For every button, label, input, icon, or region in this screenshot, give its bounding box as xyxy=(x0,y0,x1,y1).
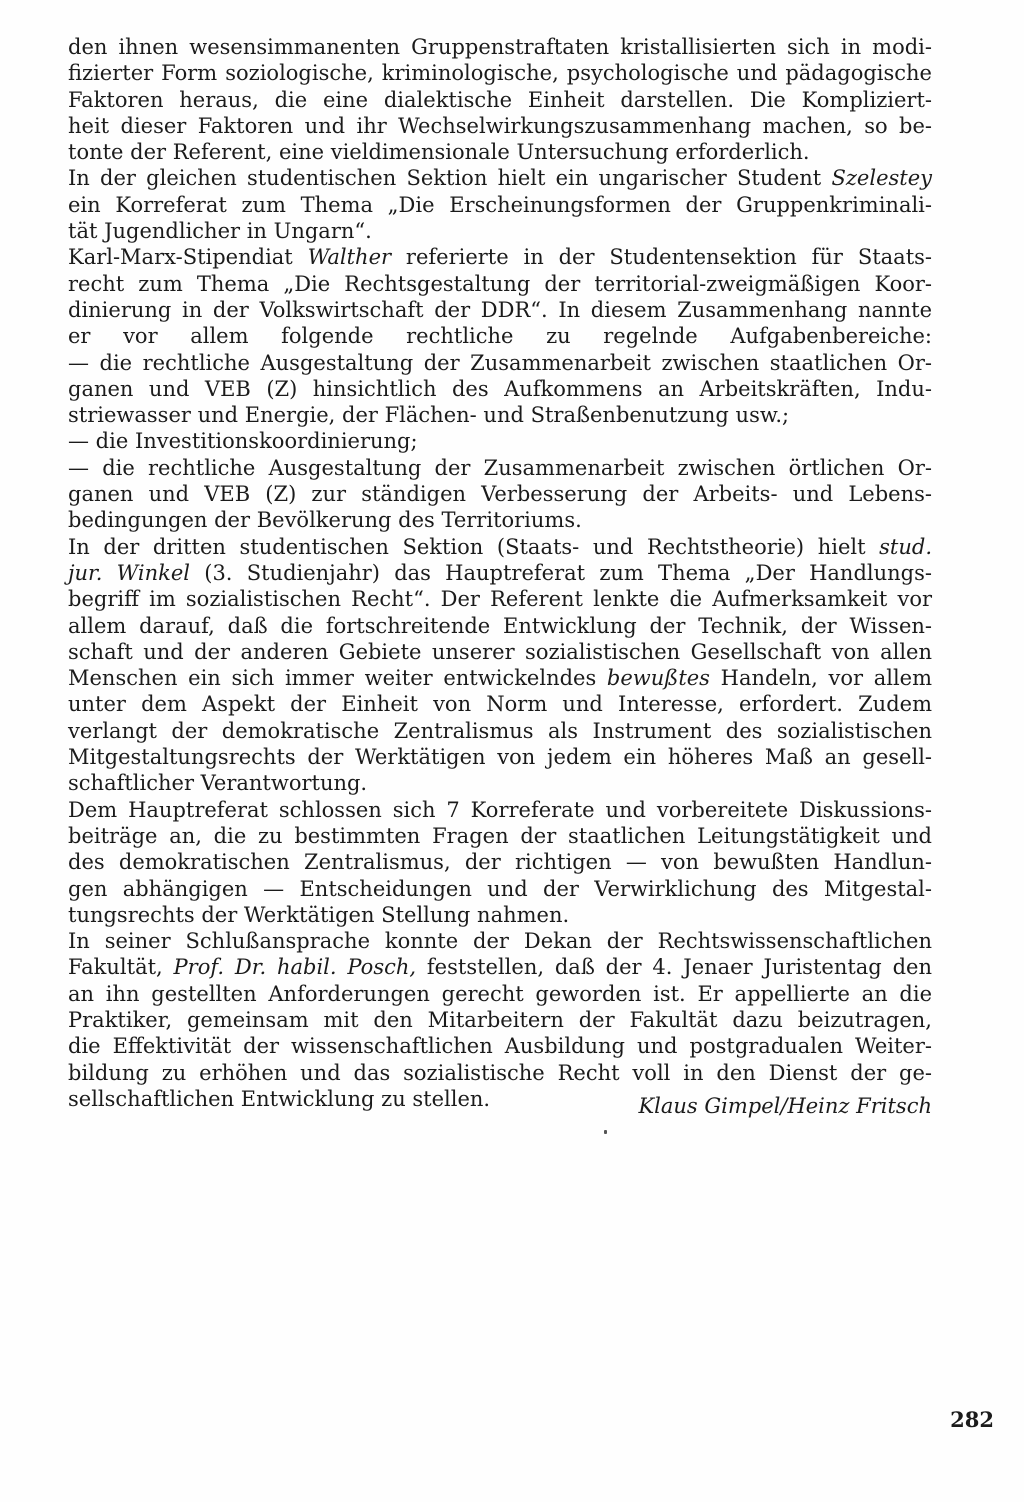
text-line: Fakultät, Prof. Dr. habil. Posch, feststellen, daß der 4. Jenaer Juristentag den xyxy=(68,955,932,980)
text-line: begriff im sozialistischen Recht“. Der Referent lenkte die Aufmerksamkeit vor xyxy=(68,587,932,612)
text-line: gen abhängigen — Entscheidungen und der Verwirklichung des Mitgestal- xyxy=(68,876,932,901)
ink-speck xyxy=(604,1130,607,1134)
text-line: bedingungen der Bevölkerung des Territoriums. xyxy=(68,508,582,533)
body-text xyxy=(68,34,932,1112)
text-line: jur. Winkel (3. Studienjahr) das Hauptreferat zum Thema „Der Handlungs- xyxy=(68,560,932,585)
text-line: heit dieser Faktoren und ihr Wechselwirkungszusammenhang machen, so be- xyxy=(68,113,932,138)
text-line: ganen und VEB (Z) zur ständigen Verbesserung der Arbeits- und Lebens- xyxy=(68,482,932,507)
text-line: recht zum Thema „Die Rechtsgestaltung der territorial-zweigmäßigen Koor- xyxy=(68,271,932,296)
text-line: den ihnen wesensimmanenten Gruppenstraftaten kristallisierten sich in modi- xyxy=(68,35,932,59)
page-number: 282 xyxy=(950,1407,994,1432)
italic-name: Prof. Dr. habil. Posch, xyxy=(173,955,417,980)
text-line: Dem Hauptreferat schlossen sich 7 Korreferate und vorbereitete Diskussions- xyxy=(68,797,932,822)
text-line: sellschaftlichen Entwicklung zu stellen. xyxy=(68,1086,491,1111)
text-line: In der dritten studentischen Sektion (Staats- und Rechtstheorie) hielt stud. xyxy=(68,534,932,559)
text-line: bildung zu erhöhen und das sozialistische Recht voll in den Dienst der ge- xyxy=(68,1060,932,1085)
author-signature: Klaus Gimpel/Heinz Fritsch xyxy=(638,1094,932,1118)
italic-name: jur. Winkel xyxy=(68,560,191,585)
text-line: Faktoren heraus, die eine dialektische Einheit darstellen. Die Kompliziert- xyxy=(68,87,932,112)
text-line: verlangt der demokratische Zentralismus als Instrument des sozialistischen xyxy=(68,718,932,743)
text-line: Mitgestaltungsrechts der Werktätigen von jedem ein höheres Maß an gesell- xyxy=(68,745,932,770)
text-line: beiträge an, die zu bestimmten Fragen der staatlichen Leitungstätigkeit und xyxy=(68,823,932,848)
text-line: dinierung in der Volkswirtschaft der DDR“. In diesem Zusammenhang nannte xyxy=(68,297,932,322)
text-line: In seiner Schlußansprache konnte der Dekan der Rechtswissenschaftlichen xyxy=(68,929,932,954)
text-line: des demokratischen Zentralismus, der richtigen — von bewußten Handlun- xyxy=(68,850,932,875)
text-line: tungsrechts der Werktätigen Stellung nahmen. xyxy=(68,902,570,927)
text-line: an ihn gestellten Anforderungen gerecht geworden ist. Er appellierte an die xyxy=(68,981,932,1006)
text-line: ein Korreferat zum Thema „Die Erscheinungsformen der Gruppenkriminali- xyxy=(68,192,932,217)
text-line: Praktiker, gemeinsam mit den Mitarbeitern der Fakultät dazu beizutragen, xyxy=(68,1007,932,1032)
text-line: striewasser und Energie, der Flächen- und Straßenbenutzung usw.; xyxy=(68,403,790,428)
italic-name: Szelestey xyxy=(831,166,932,191)
text-line: ganen und VEB (Z) hinsichtlich des Aufkommens an Arbeitskräften, Indu- xyxy=(68,376,932,401)
text-line: Karl-Marx-Stipendiat Walther referierte in der Studentensektion für Staats- xyxy=(68,245,933,270)
text-line: fizierter Form soziologische, kriminologische, psychologische und pädagogische xyxy=(68,61,932,86)
text-line: allem darauf, daß die fortschreitende Entwicklung der Technik, der Wissen- xyxy=(68,613,932,638)
text-line: unter dem Aspekt der Einheit von Norm und Interesse, erfordert. Zudem xyxy=(68,692,932,717)
text-line: tät Jugendlicher in Ungarn“. xyxy=(68,219,372,244)
text-line: — die Investitionskoordinierung; xyxy=(68,429,418,454)
text-line: — die rechtliche Ausgestaltung der Zusammenarbeit zwischen staatlichen Or- xyxy=(68,350,932,375)
text-line: die Effektivität der wissenschaftlichen Ausbildung und postgradualen Weiter- xyxy=(68,1034,932,1059)
italic-name: Walther xyxy=(307,245,392,270)
italic-name: stud. xyxy=(879,534,932,559)
text-line: tonte der Referent, eine vieldimensionale Untersuchung erforderlich. xyxy=(68,140,810,165)
text-line: In der gleichen studentischen Sektion hielt ein ungarischer Student Szelestey xyxy=(68,166,932,191)
text-line: er vor allem folgende rechtliche zu regelnde Aufgabenbereiche: xyxy=(68,324,932,349)
text-line: schaft und der anderen Gebiete unserer sozialistischen Gesellschaft von allen xyxy=(68,639,932,664)
text-line: schaftlicher Verantwortung. xyxy=(68,771,368,796)
text-line: — die rechtliche Ausgestaltung der Zusammenarbeit zwischen örtlichen Or- xyxy=(68,455,932,480)
italic-name: bewußtes xyxy=(606,666,710,691)
text-line: Menschen ein sich immer weiter entwickelndes bewußtes Handeln, vor allem xyxy=(68,666,932,691)
